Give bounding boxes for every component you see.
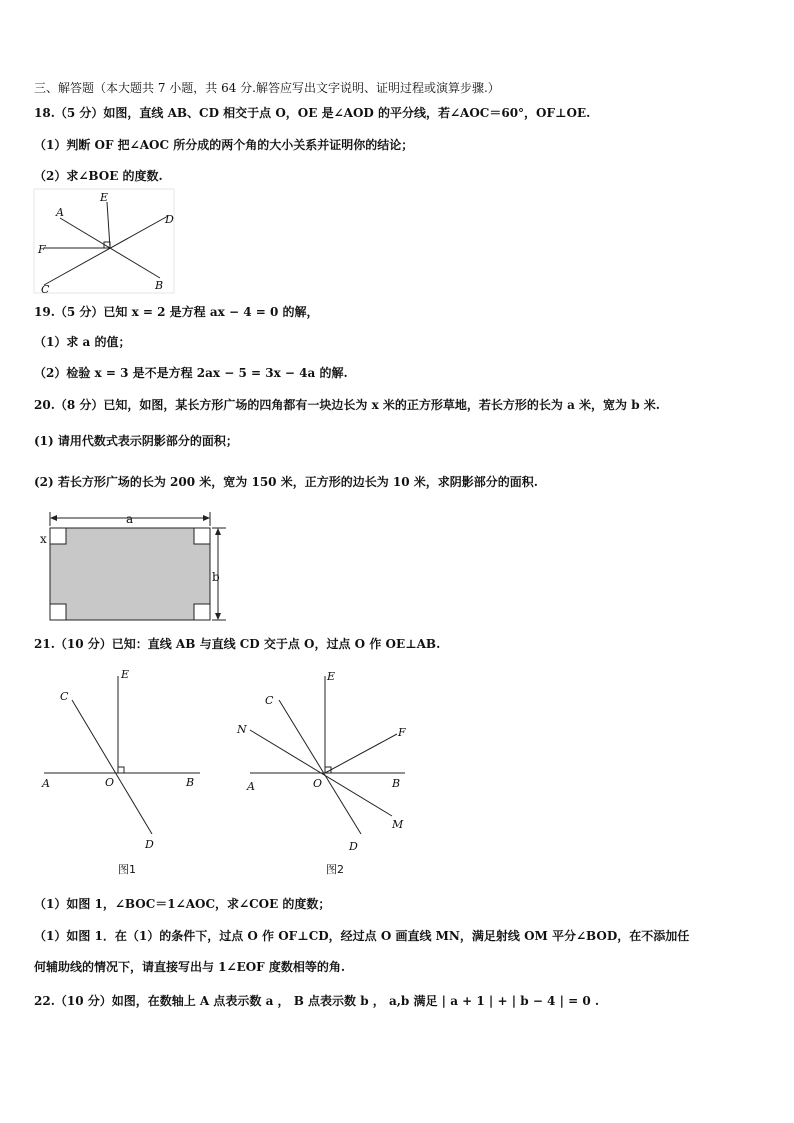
q20-label-x: x <box>40 532 47 546</box>
fig2-label-D: D <box>349 840 358 853</box>
q21-part2-line2: 何辅助线的情况下，请直接写出与 1∠EOF 度数相等的角. <box>34 960 346 974</box>
fig1-label-A: A <box>42 777 50 790</box>
fig1-label-E: E <box>121 668 130 681</box>
fig2-label-B: B <box>392 777 401 790</box>
q20-label-a: a <box>126 512 134 526</box>
q18-stem: 18.（5 分）如图，直线 AB、CD 相交于点 O，OE 是∠AOD 的平分线，若∠AOC＝60°，OF⊥OE. <box>34 106 591 120</box>
fig1-label-B: B <box>186 776 195 789</box>
q18-label-B: B <box>155 279 164 292</box>
q18-part1: （1）判断 OF 把∠AOC 所分成的两个角的大小关系并证明你的结论； <box>34 138 414 152</box>
q20-label-b: b <box>212 570 220 584</box>
q18-label-F: F <box>38 243 46 256</box>
fig2-label-N: N <box>237 723 247 736</box>
q18-label-A: A <box>56 206 64 219</box>
fig2-label-E: E <box>327 670 336 683</box>
q21-part2-line1: （1）如图 1．在（1）的条件下，过点 O 作 OF⊥CD，经过点 O 画直线 MN，满足射线 OM 平分∠BOD，在不添加任 <box>34 929 690 943</box>
fig1-label-O: O <box>105 776 115 789</box>
q21-part1: （1）如图 1，∠BOC＝1∠AOC，求∠COE 的度数； <box>34 897 331 911</box>
q20-part1: (1) 请用代数式表示阴影部分的面积； <box>34 434 238 448</box>
q19-part1: （1）求 a 的值； <box>34 335 131 349</box>
fig2-label-A: A <box>247 780 255 793</box>
q19-part2: （2）检验 x = 3 是不是方程 2ax − 5 = 3x − 4a 的解. <box>34 366 348 380</box>
q20-stem: 20.（8 分）已知，如图，某长方形广场的四角都有一块边长为 x 米的正方形草地，若长方形的长为 a 米，宽为 b 米. <box>34 398 660 412</box>
fig2-caption: 图2 <box>326 863 344 876</box>
fig1-caption: 图1 <box>118 863 136 876</box>
q18-part2: （2）求∠BOE 的度数. <box>34 169 163 183</box>
fig1-label-D: D <box>145 838 154 851</box>
q18-label-C: C <box>41 283 50 296</box>
q19-stem: 19.（5 分）已知 x = 2 是方程 ax − 4 = 0 的解， <box>34 305 319 319</box>
q20-part2: (2) 若长方形广场的长为 200 米，宽为 150 米，正方形的边长为 10 米，求阴影部分的面积. <box>34 475 538 489</box>
fig1-label-C: C <box>60 690 69 703</box>
fig2-label-O: O <box>313 777 323 790</box>
q22-stem: 22.（10 分）如图，在数轴上 A 点表示数 a ， B 点表示数 b ， a,b 满足 | a + 1 | + | b − 4 | = 0 . <box>34 994 600 1008</box>
q18-label-D: D <box>165 213 174 226</box>
section-heading: 三、解答题（本大题共 7 小题，共 64 分.解答应写出文字说明、证明过程或演算步骤.） <box>34 81 500 95</box>
fig2-label-M: M <box>392 818 404 831</box>
fig2-label-C: C <box>265 694 274 707</box>
q21-stem: 21.（10 分）已知：直线 AB 与直线 CD 交于点 O，过点 O 作 OE⊥AB. <box>34 637 441 651</box>
q18-label-E: E <box>100 191 109 204</box>
fig2-label-F: F <box>398 726 406 739</box>
